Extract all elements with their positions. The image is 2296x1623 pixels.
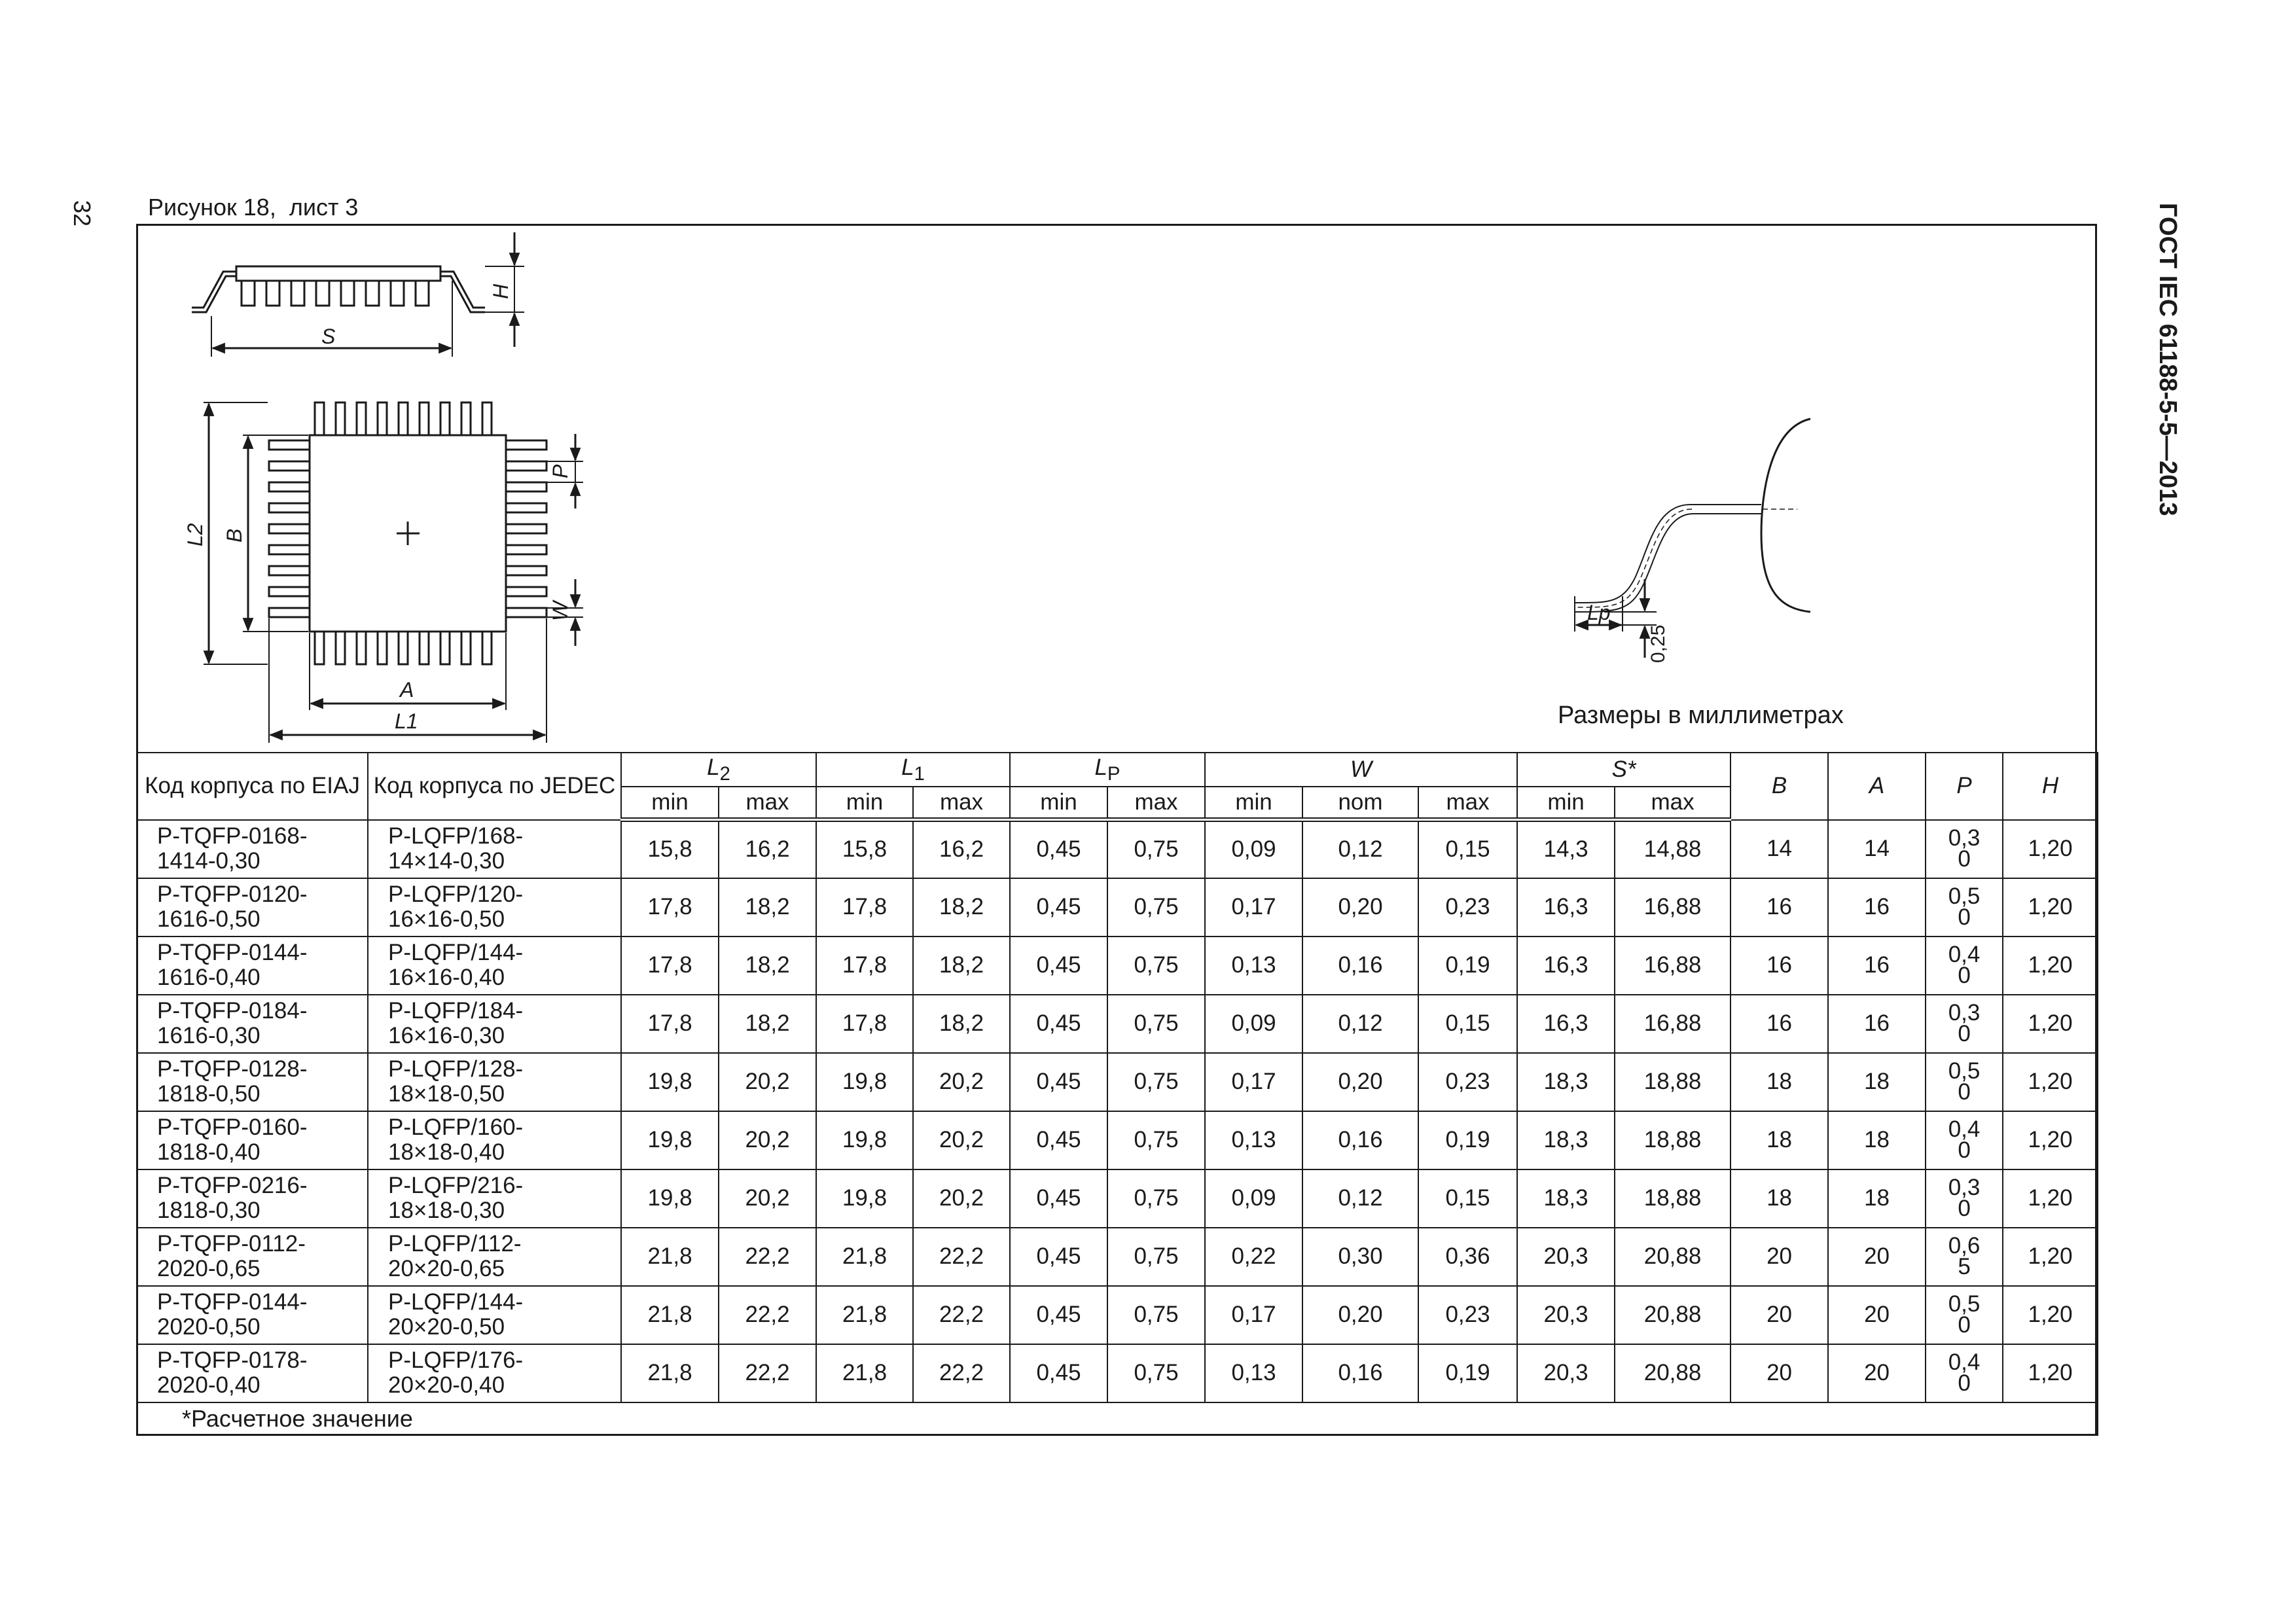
cell-h: 1,20 (2003, 936, 2098, 995)
cell-lp-min: 0,45 (1010, 1228, 1107, 1286)
cell-h: 1,20 (2003, 1169, 2098, 1228)
jedec-code: P-LQFP/184- 16×16-0,30 (368, 995, 621, 1053)
subheader-min: min (1010, 787, 1107, 820)
subheader-min: min (1205, 787, 1302, 820)
subheader-max: max (913, 787, 1010, 820)
cell-lp-min: 0,45 (1010, 1286, 1107, 1344)
cell-w-max: 0,19 (1418, 1111, 1517, 1169)
cell-lp-min: 0,45 (1010, 936, 1107, 995)
cell-p: 0,6 5 (1926, 1228, 2003, 1286)
cell-w-max: 0,15 (1418, 1169, 1517, 1228)
cell-l2-min: 17,8 (621, 878, 719, 936)
cell-l2-min: 17,8 (621, 936, 719, 995)
footnote: *Расчетное значение (137, 1402, 2098, 1435)
cell-lp-max: 0,75 (1107, 1286, 1205, 1344)
subheader-nom: nom (1302, 787, 1418, 820)
cell-w-nom: 0,12 (1302, 995, 1418, 1053)
jedec-code: P-LQFP/112- 20×20-0,65 (368, 1228, 621, 1286)
cell-s-min: 20,3 (1517, 1228, 1615, 1286)
cell-a: 20 (1828, 1228, 1926, 1286)
cell-a: 20 (1828, 1344, 1926, 1402)
cell-a: 16 (1828, 878, 1926, 936)
cell-s-min: 16,3 (1517, 995, 1615, 1053)
cell-l1-max: 16,2 (913, 820, 1010, 878)
cell-w-min: 0,13 (1205, 1344, 1302, 1402)
header-p: P (1926, 753, 2003, 820)
cell-lp-max: 0,75 (1107, 936, 1205, 995)
cell-s-min: 16,3 (1517, 936, 1615, 995)
cell-lp-max: 0,75 (1107, 1228, 1205, 1286)
dim-label-a: A (400, 678, 414, 702)
jedec-code: P-LQFP/144- 16×16-0,40 (368, 936, 621, 995)
cell-l2-max: 18,2 (719, 995, 816, 1053)
cell-b: 16 (1731, 995, 1828, 1053)
header-h: H (2003, 753, 2098, 820)
cell-a: 20 (1828, 1286, 1926, 1344)
jedec-code: P-LQFP/168- 14×14-0,30 (368, 820, 621, 878)
jedec-code: P-LQFP/144- 20×20-0,50 (368, 1286, 621, 1344)
cell-w-min: 0,09 (1205, 820, 1302, 878)
cell-l2-max: 22,2 (719, 1286, 816, 1344)
jedec-code: P-LQFP/128- 18×18-0,50 (368, 1053, 621, 1111)
cell-p: 0,5 0 (1926, 878, 2003, 936)
table-row (137, 1286, 2098, 1344)
eiaj-code: P-TQFP-0112- 2020-0,65 (137, 1228, 368, 1286)
eiaj-code: P-TQFP-0168- 1414-0,30 (137, 820, 368, 878)
jedec-code: P-LQFP/160- 18×18-0,40 (368, 1111, 621, 1169)
dim-label-p: P (548, 464, 572, 478)
cell-h: 1,20 (2003, 820, 2098, 878)
cell-s-max: 18,88 (1615, 1111, 1731, 1169)
cell-a: 14 (1828, 820, 1926, 878)
cell-l2-max: 20,2 (719, 1053, 816, 1111)
cell-lp-min: 0,45 (1010, 1111, 1107, 1169)
cell-w-nom: 0,20 (1302, 1053, 1418, 1111)
cell-l1-min: 17,8 (816, 936, 913, 995)
cell-l1-min: 21,8 (816, 1286, 913, 1344)
cell-lp-max: 0,75 (1107, 995, 1205, 1053)
dim-label-h: H (489, 283, 512, 299)
cell-l1-max: 20,2 (913, 1053, 1010, 1111)
cell-a: 16 (1828, 936, 1926, 995)
cell-l1-max: 18,2 (913, 995, 1010, 1053)
cell-l2-max: 20,2 (719, 1169, 816, 1228)
cell-l1-min: 19,8 (816, 1053, 913, 1111)
cell-b: 18 (1731, 1053, 1828, 1111)
dim-label-s: S (321, 325, 336, 348)
dim-label-025: 0,25 (1647, 624, 1669, 663)
cell-p: 0,5 0 (1926, 1053, 2003, 1111)
cell-l2-max: 22,2 (719, 1228, 816, 1286)
dimensions-table (136, 752, 2098, 1436)
cell-p: 0,4 0 (1926, 1344, 2003, 1402)
cell-s-min: 20,3 (1517, 1286, 1615, 1344)
cell-a: 18 (1828, 1169, 1926, 1228)
subheader-min: min (621, 787, 719, 820)
cell-lp-min: 0,45 (1010, 1344, 1107, 1402)
cell-l2-min: 19,8 (621, 1111, 719, 1169)
dim-label-l1: L1 (395, 709, 418, 733)
cell-s-min: 18,3 (1517, 1053, 1615, 1111)
header-b: B (1731, 753, 1828, 820)
cell-l1-min: 17,8 (816, 995, 913, 1053)
cell-lp-max: 0,75 (1107, 820, 1205, 878)
cell-p: 0,4 0 (1926, 936, 2003, 995)
cell-l1-min: 17,8 (816, 878, 913, 936)
standard-designation: ГОСТ IEC 61188-5-5—2013 (2154, 203, 2181, 516)
cell-w-max: 0,23 (1418, 878, 1517, 936)
cell-l1-min: 15,8 (816, 820, 913, 878)
units-note: Размеры в миллиметрах (1558, 702, 1844, 729)
cell-h: 1,20 (2003, 1111, 2098, 1169)
cell-l2-max: 16,2 (719, 820, 816, 878)
table-row (137, 1111, 2098, 1169)
cell-w-max: 0,19 (1418, 1344, 1517, 1402)
jedec-code: P-LQFP/120- 16×16-0,50 (368, 878, 621, 936)
cell-l2-max: 18,2 (719, 936, 816, 995)
header-jedec: Код корпуса по JEDEC (368, 753, 621, 820)
table-row (137, 1344, 2098, 1402)
cell-l2-min: 21,8 (621, 1344, 719, 1402)
cell-h: 1,20 (2003, 1053, 2098, 1111)
cell-w-min: 0,13 (1205, 1111, 1302, 1169)
cell-s-min: 18,3 (1517, 1111, 1615, 1169)
cell-lp-min: 0,45 (1010, 878, 1107, 936)
dim-label-w: W (548, 601, 572, 621)
cell-lp-max: 0,75 (1107, 1344, 1205, 1402)
cell-w-min: 0,09 (1205, 995, 1302, 1053)
cell-lp-max: 0,75 (1107, 1053, 1205, 1111)
cell-lp-max: 0,75 (1107, 878, 1205, 936)
cell-w-nom: 0,16 (1302, 1344, 1418, 1402)
cell-w-nom: 0,30 (1302, 1228, 1418, 1286)
subheader-max: max (719, 787, 816, 820)
cell-b: 18 (1731, 1169, 1828, 1228)
cell-lp-max: 0,75 (1107, 1169, 1205, 1228)
cell-p: 0,3 0 (1926, 820, 2003, 878)
cell-a: 18 (1828, 1053, 1926, 1111)
cell-b: 14 (1731, 820, 1828, 878)
cell-lp-min: 0,45 (1010, 1053, 1107, 1111)
cell-w-nom: 0,12 (1302, 1169, 1418, 1228)
table-row (137, 1053, 2098, 1111)
cell-b: 16 (1731, 936, 1828, 995)
table-row (137, 1228, 2098, 1286)
cell-lp-max: 0,75 (1107, 1111, 1205, 1169)
header-eiaj: Код корпуса по EIAJ (137, 753, 368, 820)
eiaj-code: P-TQFP-0144- 1616-0,40 (137, 936, 368, 995)
table-body (137, 820, 2098, 1402)
eiaj-code: P-TQFP-0160- 1818-0,40 (137, 1111, 368, 1169)
header-lp: $L_P$ (1010, 753, 1205, 787)
eiaj-code: P-TQFP-0128- 1818-0,50 (137, 1053, 368, 1111)
cell-s-max: 20,88 (1615, 1228, 1731, 1286)
cell-w-max: 0,36 (1418, 1228, 1517, 1286)
figure-caption: Рисунок 18, лист 3 (148, 194, 359, 221)
cell-w-min: 0,17 (1205, 1053, 1302, 1111)
table-row (137, 995, 2098, 1053)
cell-l2-max: 22,2 (719, 1344, 816, 1402)
subheader-min: min (1517, 787, 1615, 820)
dim-label-lp: Lp (1587, 601, 1611, 624)
cell-w-max: 0,15 (1418, 820, 1517, 878)
cell-s-max: 16,88 (1615, 878, 1731, 936)
cell-s-max: 20,88 (1615, 1344, 1731, 1402)
cell-w-nom: 0,12 (1302, 820, 1418, 878)
cell-b: 16 (1731, 878, 1828, 936)
cell-l2-min: 19,8 (621, 1169, 719, 1228)
cell-s-max: 16,88 (1615, 995, 1731, 1053)
cell-h: 1,20 (2003, 1286, 2098, 1344)
cell-l2-max: 18,2 (719, 878, 816, 936)
dim-label-b: B (223, 528, 246, 543)
header-l1: $L_1$ (816, 753, 1010, 787)
cell-l1-max: 18,2 (913, 936, 1010, 995)
eiaj-code: P-TQFP-0120- 1616-0,50 (137, 878, 368, 936)
cell-w-min: 0,13 (1205, 936, 1302, 995)
cell-b: 20 (1731, 1228, 1828, 1286)
cell-l1-min: 19,8 (816, 1169, 913, 1228)
package-drawing (138, 226, 2095, 749)
cell-l2-min: 21,8 (621, 1228, 719, 1286)
cell-l1-min: 21,8 (816, 1344, 913, 1402)
cell-l1-min: 21,8 (816, 1228, 913, 1286)
cell-l2-max: 20,2 (719, 1111, 816, 1169)
cell-l2-min: 15,8 (621, 820, 719, 878)
cell-s-min: 16,3 (1517, 878, 1615, 936)
cell-w-min: 0,22 (1205, 1228, 1302, 1286)
eiaj-code: P-TQFP-0216- 1818-0,30 (137, 1169, 368, 1228)
eiaj-code: P-TQFP-0184- 1616-0,30 (137, 995, 368, 1053)
top-view (204, 402, 583, 743)
cell-s-min: 18,3 (1517, 1169, 1615, 1228)
cell-s-max: 18,88 (1615, 1053, 1731, 1111)
cell-p: 0,4 0 (1926, 1111, 2003, 1169)
cell-l1-max: 20,2 (913, 1169, 1010, 1228)
table-row (137, 820, 2098, 878)
cell-p: 0,3 0 (1926, 995, 2003, 1053)
cell-s-max: 18,88 (1615, 1169, 1731, 1228)
cell-w-nom: 0,16 (1302, 1111, 1418, 1169)
jedec-code: P-LQFP/176- 20×20-0,40 (368, 1344, 621, 1402)
cell-h: 1,20 (2003, 1344, 2098, 1402)
cell-w-nom: 0,16 (1302, 936, 1418, 995)
page-number: 32 (69, 200, 96, 227)
cell-h: 1,20 (2003, 1228, 2098, 1286)
cell-w-min: 0,09 (1205, 1169, 1302, 1228)
subheader-max: max (1418, 787, 1517, 820)
cell-h: 1,20 (2003, 878, 2098, 936)
cell-w-nom: 0,20 (1302, 1286, 1418, 1344)
cell-a: 18 (1828, 1111, 1926, 1169)
cell-l1-max: 22,2 (913, 1286, 1010, 1344)
eiaj-code: P-TQFP-0144- 2020-0,50 (137, 1286, 368, 1344)
cell-s-max: 16,88 (1615, 936, 1731, 995)
cell-b: 18 (1731, 1111, 1828, 1169)
header-w: W (1205, 753, 1517, 787)
table-row (137, 1169, 2098, 1228)
cell-s-max: 14,88 (1615, 820, 1731, 878)
cell-l1-max: 18,2 (913, 878, 1010, 936)
cell-w-max: 0,23 (1418, 1286, 1517, 1344)
jedec-code: P-LQFP/216- 18×18-0,30 (368, 1169, 621, 1228)
cell-h: 1,20 (2003, 995, 2098, 1053)
cell-b: 20 (1731, 1286, 1828, 1344)
subheader-max: max (1107, 787, 1205, 820)
cell-l1-max: 20,2 (913, 1111, 1010, 1169)
table-row (137, 936, 2098, 995)
cell-w-max: 0,23 (1418, 1053, 1517, 1111)
eiaj-code: P-TQFP-0178- 2020-0,40 (137, 1344, 368, 1402)
cell-b: 20 (1731, 1344, 1828, 1402)
cell-s-min: 14,3 (1517, 820, 1615, 878)
header-s: S* (1517, 753, 1731, 787)
cell-l2-min: 19,8 (621, 1053, 719, 1111)
dim-label-l2: L2 (183, 523, 207, 546)
cell-l2-min: 21,8 (621, 1286, 719, 1344)
subheader-max: max (1615, 787, 1731, 820)
cell-w-max: 0,19 (1418, 936, 1517, 995)
header-l2: $L_2$ (621, 753, 816, 787)
cell-l1-max: 22,2 (913, 1228, 1010, 1286)
cell-l2-min: 17,8 (621, 995, 719, 1053)
cell-p: 0,5 0 (1926, 1286, 2003, 1344)
side-view (192, 232, 524, 357)
cell-p: 0,3 0 (1926, 1169, 2003, 1228)
cell-w-max: 0,15 (1418, 995, 1517, 1053)
cell-lp-min: 0,45 (1010, 1169, 1107, 1228)
cell-l1-min: 19,8 (816, 1111, 913, 1169)
cell-lp-min: 0,45 (1010, 820, 1107, 878)
cell-s-max: 20,88 (1615, 1286, 1731, 1344)
cell-s-min: 20,3 (1517, 1344, 1615, 1402)
table-row (137, 878, 2098, 936)
cell-w-min: 0,17 (1205, 1286, 1302, 1344)
cell-a: 16 (1828, 995, 1926, 1053)
cell-l1-max: 22,2 (913, 1344, 1010, 1402)
cell-w-nom: 0,20 (1302, 878, 1418, 936)
header-a: A (1828, 753, 1926, 820)
cell-lp-min: 0,45 (1010, 995, 1107, 1053)
cell-w-min: 0,17 (1205, 878, 1302, 936)
subheader-min: min (816, 787, 913, 820)
